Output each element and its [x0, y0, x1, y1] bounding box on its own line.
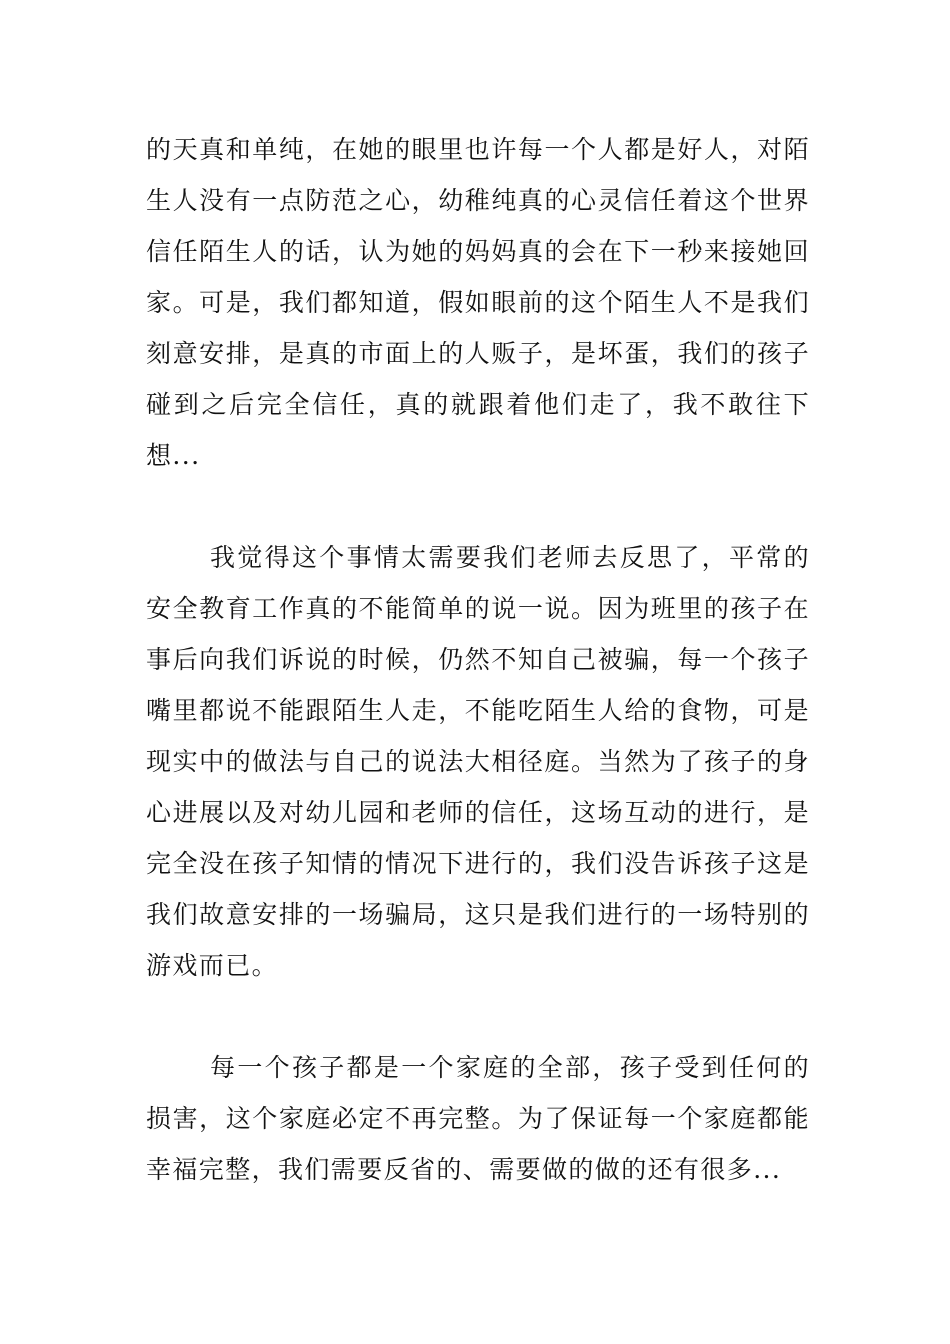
document-page — [146, 124, 810, 1195]
paragraph-2: 我觉得这个事情太需要我们老师去反思了，平常的安全教育工作真的不能简单的说一说。因为班里的孩子在事后向我们诉说的时候，仍然不知自己被骗，每一个孩子嘴里都说不能跟陌生人走，不能吃陌生人给的食物，可是现实中的做法与自己的说法大相径庭。当然为了孩子的身心进展以及对幼儿园和老师的信任，这场互动的进行，是完全没在孩子知情的情况下进行的，我们没告诉孩子这是我们故意安排的一场骗局，这只是我们进行的一场特别的游戏而已。 — [146, 543, 810, 980]
paragraph-1: 的天真和单纯，在她的眼里也许每一个人都是好人，对陌生人没有一点防范之心，幼稚纯真的心灵信任着这个世界信任陌生人的话，认为她的妈妈真的会在下一秒来接她回家。可是，我们都知道，假如眼前的这个陌生人不是我们刻意安排，是真的市面上的人贩子，是坏蛋，我们的孩子碰到之后完全信任，真的就跟着他们走了，我不敢往下想... — [146, 135, 810, 470]
paragraph-3: 每一个孩子都是一个家庭的全部，孩子受到任何的损害，这个家庭必定不再完整。为了保证每一个家庭都能幸福完整，我们需要反省的、需要做的做的还有很多... — [146, 1053, 810, 1184]
